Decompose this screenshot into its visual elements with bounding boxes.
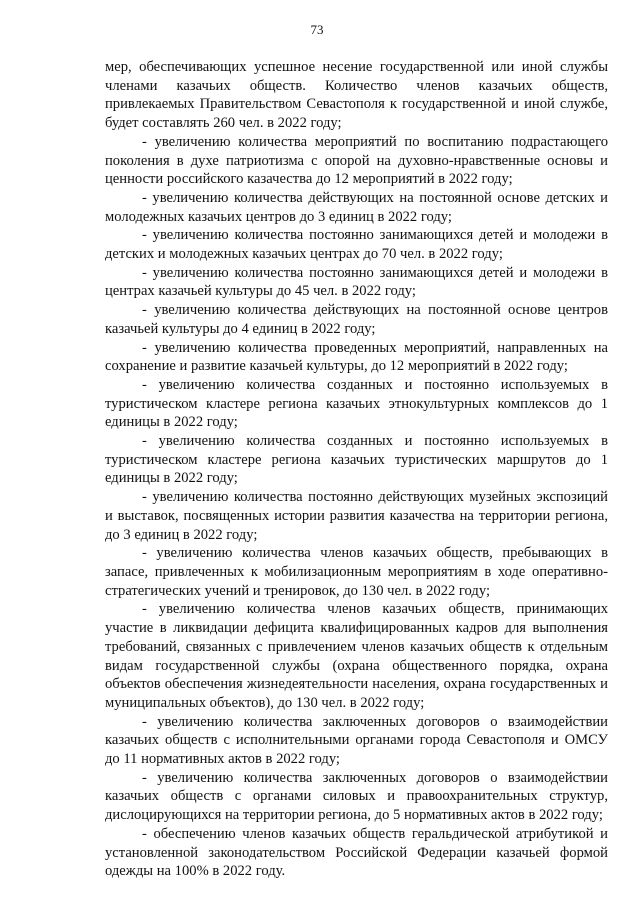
list-item: - увеличению количества созданных и постоянно используемых в туристическом кластере региона казачьих туристических маршрутов до 1 единицы в 2022 году; xyxy=(105,433,608,487)
list-item: - увеличению количества созданных и постоянно используемых в туристическом кластере региона казачьих этнокультурных комплексов до 1 единицы в 2022 году; xyxy=(105,376,608,431)
list-item: - увеличению количества заключенных договоров о взаимодействии казачьих обществ с органами силовых и правоохранительных структур, дислоцирующихся на территории региона, до 5 нормативных актов в 2022 году; xyxy=(105,769,608,824)
list-item: - увеличению количества постоянно занимающихся детей и молодежи в центрах казачьей культуры до 45 чел. в 2022 году; xyxy=(105,264,608,300)
list-item: - увеличению количества членов казачьих обществ, пребывающих в запасе, привлеченных к мобилизационным мероприятиям в ходе оперативно-стратегических учений и тренировок, до 130 чел. в 2022 году; xyxy=(105,545,608,599)
list-item: - увеличению количества постоянно занимающихся детей и молодежи в детских и молодежных казачьих центрах до 70 чел. в 2022 году; xyxy=(105,227,608,263)
list-item: - увеличению количества членов казачьих обществ, принимающих участие в ликвидации дефицита квалифицированных кадров для выполнения требований, связанных с привлечением членов казачьих обществ к отдельным видам государственной службы (охрана общественного порядка, охрана объектов обеспечения жизнедеятельности населения, охрана государственных и муниципальных объектов), до 130 чел. в 2022 году; xyxy=(105,601,608,711)
list-item: - увеличению количества проведенных мероприятий, направленных на сохранение и развитие казачьей культуры, до 12 мероприятий в 2022 году; xyxy=(105,339,608,375)
list-item: - обеспечению членов казачьих обществ геральдической атрибутикой и установленной законодательством Российской Федерации казачьей формой одежды на 100% в 2022 году. xyxy=(105,825,608,880)
lead-paragraph: мер, обеспечивающих успешное несение государственной или иной службы членами казачьих обществ. Количество членов казачьих обществ, привлекаемых Правительством Севастополя к государственной и иной службе, будет составлять 260 чел. в 2022 году; xyxy=(105,59,608,132)
list-item: - увеличению количества постоянно действующих музейных экспозиций и выставок, посвященных истории развития казачества на территории региона, до 3 единиц в 2022 году; xyxy=(105,489,608,543)
list-item: - увеличению количества мероприятий по воспитанию подрастающего поколения в духе патриотизма с опорой на духовно-нравственные основы и ценности российского казачества до 12 мероприятий в 2022 году; xyxy=(105,133,608,188)
page-number: 73 xyxy=(310,22,324,37)
list-item: - увеличению количества заключенных договоров о взаимодействии казачьих обществ с исполнительными органами города Севастополя и ОМСУ до 11 нормативных актов в 2022 году; xyxy=(105,713,608,768)
list-item: - увеличению количества действующих на постоянной основе центров казачьей культуры до 4 единиц в 2022 году; xyxy=(105,302,608,337)
list-item: - увеличению количества действующих на постоянной основе детских и молодежных казачьих центров до 3 единиц в 2022 году; xyxy=(105,189,608,225)
document-body xyxy=(105,58,608,881)
